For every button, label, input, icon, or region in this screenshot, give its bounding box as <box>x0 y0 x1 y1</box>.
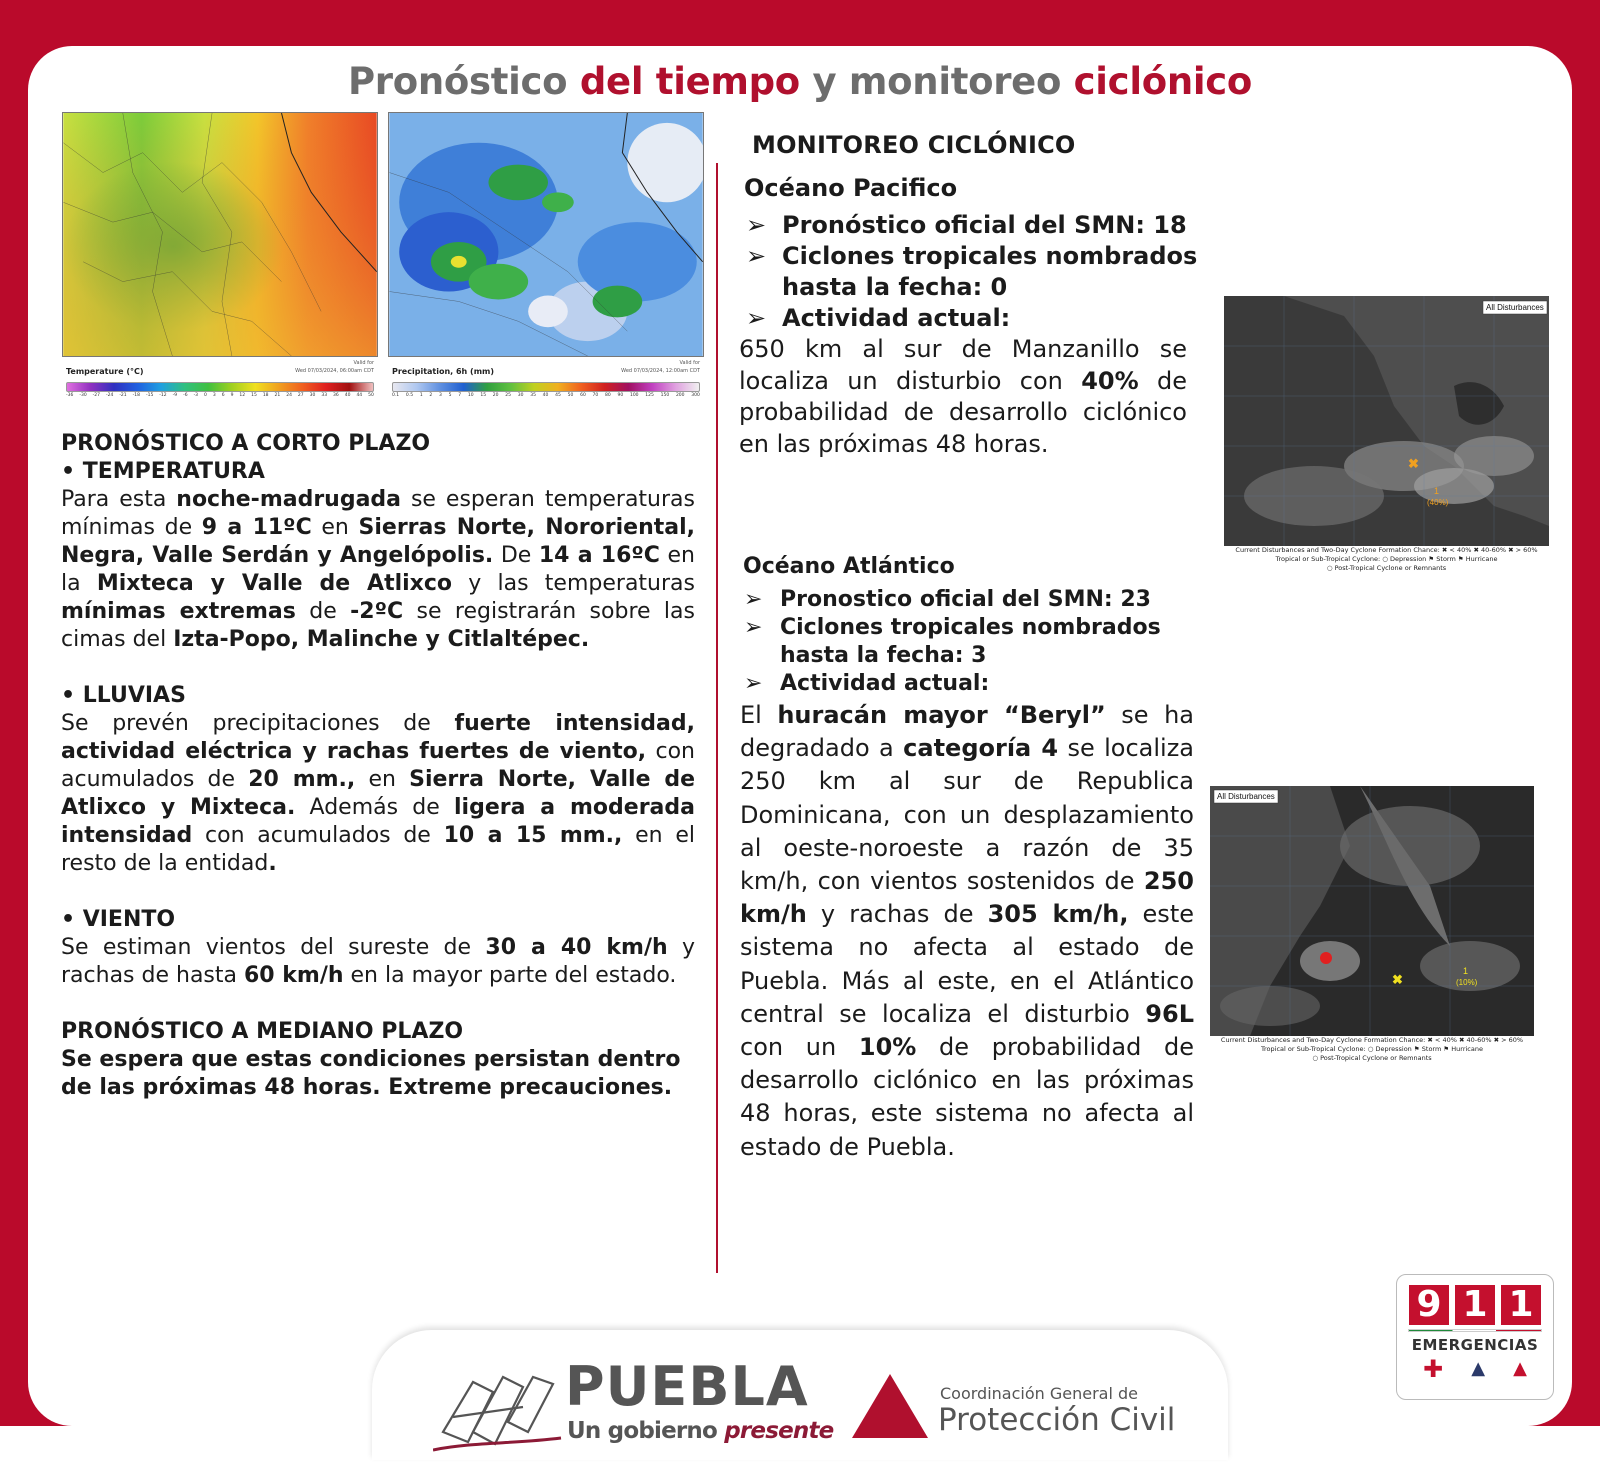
temperature-legend <box>62 357 378 398</box>
legend-tick: 150 <box>660 393 670 398</box>
puebla-tagline: Un gobierno presente <box>567 1418 834 1444</box>
rain-heading: • LLUVIAS <box>61 683 186 708</box>
atlantic-marker-number: 1 <box>1463 966 1469 976</box>
proteccion-civil-line2: Protección Civil <box>938 1402 1176 1438</box>
legend-tick: 5 <box>448 393 452 398</box>
precipitation-ticks <box>392 393 700 398</box>
disturbances-box-label: All Disturbances <box>1486 303 1544 312</box>
pacific-bullet: ➢ Actividad actual: <box>746 304 1011 332</box>
proteccion-civil-triangle-icon <box>852 1374 928 1438</box>
legend-tick: 0 <box>204 393 207 398</box>
pacific-satellite-caption: Current Disturbances and Two-Day Cyclone Formation Chance: ✖ < 40% ✖ 40-60% ✖ > 60% Tropical or Sub-Tropical Cyclone: ○ Depression ⚑ Storm ⚑ Hurricane ○ Post-Tropical Cyclone or Remnants <box>1235 546 1538 572</box>
temperature-ticks <box>66 393 374 398</box>
legend-tick: 25 <box>505 393 511 398</box>
legend-tick: 12 <box>239 393 246 398</box>
legend-tick: 36 <box>333 393 339 398</box>
short-term-forecast <box>61 430 695 1102</box>
legend-tick: 6 <box>221 393 225 398</box>
legend-tick: 60 <box>580 393 586 398</box>
arrow-icon: ➢ <box>746 242 767 270</box>
atlantic-heading: Océano Atlántico <box>743 554 955 579</box>
legend-tick: -21 <box>119 393 127 398</box>
atlantic-bullet: ➢ Ciclones tropicales nombrados hasta la fecha: 3 <box>744 615 1161 668</box>
atlantic-bullet: ➢ Actividad actual: <box>744 671 990 696</box>
atlantic-bullet: ➢ Pronostico oficial del SMN: 23 <box>744 587 1151 612</box>
flag-stripe <box>1408 1329 1542 1332</box>
legend-tick: 50 <box>567 393 574 398</box>
legend-tick: 15 <box>251 393 257 398</box>
legend-tick: 3 <box>212 393 216 398</box>
legend-tick: 80 <box>605 393 611 398</box>
legend-tick: 50 <box>368 393 374 398</box>
legend-tick: 40 <box>344 393 351 398</box>
precipitation-legend <box>388 357 704 398</box>
disturbance-marker-icon: ✖ <box>1392 972 1403 987</box>
pacific-satellite-map <box>1224 296 1549 546</box>
legend-tick: -15 <box>145 393 154 398</box>
legend-tick: 20 <box>492 393 499 398</box>
rain-paragraph: Se prevén precipitaciones de fuerte intensidad, actividad eléctrica y rachas fuertes de viento, con acumulados de 20 mm., en Sierra Norte, Valle de Atlixco y Mixteca. Además de ligera a moderada intensidad con acumulados de 10 a 15 mm., en el resto de la entidad. <box>61 711 696 876</box>
legend-tick: 30 <box>517 393 524 398</box>
pacific-bullets <box>746 210 1216 334</box>
legend-tick: 300 <box>691 393 700 398</box>
disturbances-box-label: All Disturbances <box>1217 792 1275 801</box>
precipitation-color-bar <box>392 382 700 392</box>
pacific-heading: Océano Pacifico <box>744 174 958 202</box>
atlantic-bullets <box>744 586 1184 698</box>
badge-label: EMERGENCIAS <box>1411 1336 1539 1354</box>
legend-tick: 0.1 <box>392 393 400 398</box>
precipitation-map <box>388 112 704 398</box>
column-divider <box>716 163 718 1273</box>
badge-digit: 1 <box>1501 1285 1541 1325</box>
legend-tick: -3 <box>193 393 199 398</box>
legend-tick: 3 <box>439 393 442 398</box>
cyclone-monitoring-title: MONITOREO CICLÓNICO <box>752 131 1076 159</box>
wind-heading: • VIENTO <box>61 907 176 932</box>
legend-tick: 30 <box>309 393 316 398</box>
legend-tick: -24 <box>105 393 114 398</box>
legend-tick: 90 <box>617 393 624 398</box>
page-title: Pronóstico del tiempo y monitoreo ciclónico <box>347 60 1252 103</box>
legend-tick: 1 <box>419 393 423 398</box>
legend-tick: 18 <box>262 393 269 398</box>
arrow-icon: ➢ <box>744 671 763 696</box>
precipitation-legend-title: Precipitation, 6h (mm) <box>392 367 495 376</box>
legend-tick: 100 <box>629 393 639 398</box>
pacific-description: 650 km al sur de Manzanillo se localiza un disturbio con 40% de probabilidad de desarrollo ciclónico en las próximas 48 horas. <box>739 335 1187 458</box>
arrow-icon: ➢ <box>746 304 767 332</box>
medium-term-heading: PRONÓSTICO A MEDIANO PLAZO <box>61 1019 464 1044</box>
medium-term-text: Se espera que estas condiciones persistan dentro de las próximas 48 horas. Extreme precauciones. <box>61 1047 681 1100</box>
atlantic-satellite-image <box>1210 786 1534 1068</box>
police-cap-icon: ▲ <box>1471 1358 1486 1379</box>
legend-tick: -36 <box>66 393 74 398</box>
precipitation-map-image <box>388 112 704 357</box>
legend-tick: 40 <box>542 393 549 398</box>
legend-tick: -18 <box>132 393 140 398</box>
pacific-marker-number: 1 <box>1434 486 1440 496</box>
puebla-logo-icon <box>433 1362 563 1454</box>
legend-tick: -12 <box>159 393 167 398</box>
precipitation-valid: Valid for Wed 07/03/2024, 12:00am CDT <box>621 360 700 374</box>
pacific-satellite-image <box>1224 296 1549 578</box>
badge-digit: 1 <box>1455 1285 1495 1325</box>
fire-helmet-icon: ▲ <box>1513 1358 1527 1379</box>
legend-tick: -6 <box>183 393 188 398</box>
atlantic-satellite-map <box>1210 786 1534 1036</box>
temperature-heading: • TEMPERATURA <box>61 459 265 484</box>
legend-tick: 2 <box>429 393 433 398</box>
puebla-wordmark: PUEBLA <box>565 1355 809 1418</box>
temperature-color-bar <box>66 382 374 392</box>
proteccion-civil-line1: Coordinación General de <box>940 1384 1138 1403</box>
atlantic-satellite-caption: Current Disturbances and Two-Day Cyclone Formation Chance: ✖ < 40% ✖ 40-60% ✖ > 60% Tropical or Sub-Tropical Cyclone: ○ Depression ⚑ Storm ⚑ Hurricane ○ Post-Tropical Cyclone or Remnants <box>1220 1036 1524 1062</box>
legend-tick: 7 <box>458 393 462 398</box>
short-term-heading: PRONÓSTICO A CORTO PLAZO <box>61 431 431 456</box>
legend-tick: -9 <box>172 393 178 398</box>
emergency-911-badge <box>1396 1274 1554 1400</box>
legend-tick: 44 <box>356 393 363 398</box>
legend-tick: 9 <box>230 393 234 398</box>
wind-paragraph: Se estiman vientos del sureste de 30 a 40 km/h y rachas de hasta 60 km/h en la mayor parte del estado. <box>61 935 696 988</box>
arrow-icon: ➢ <box>744 615 763 640</box>
temperature-map <box>62 112 378 398</box>
arrow-icon: ➢ <box>744 587 763 612</box>
pacific-bullet: ➢ Pronóstico oficial del SMN: 18 <box>746 211 1187 239</box>
legend-tick: 200 <box>675 393 685 398</box>
atlantic-marker-chance: (10%) <box>1456 978 1478 987</box>
legend-tick: -27 <box>92 393 101 398</box>
legend-tick: 27 <box>297 393 304 398</box>
badge-digit: 9 <box>1409 1285 1449 1325</box>
legend-tick: 21 <box>274 393 281 398</box>
hurricane-icon <box>1320 952 1332 964</box>
legend-tick: 10 <box>467 393 474 398</box>
arrow-icon: ➢ <box>746 211 767 239</box>
legend-tick: 70 <box>592 393 599 398</box>
temperature-map-image <box>62 112 378 357</box>
atlantic-description: El huracán mayor “Beryl” se ha degradado a categoría 4 se localiza 250 km al sur de Republica Dominicana, con un desplazamiento al oeste-noroeste a razón de 35 km/h, con vientos sostenidos de 250 km/h y rachas de 305 km/h, este sistema no afecta al estado de Puebla. Más al este, en el Atlántico central se localiza el disturbio 96L con un 10% de probabilidad de desarrollo ciclónico en las próximas 48 horas, este sistema no afecta al estado de Puebla. <box>740 701 1195 1161</box>
medical-cross-icon: ✚ <box>1423 1355 1444 1383</box>
disturbance-marker-icon: ✖ <box>1408 456 1419 471</box>
legend-tick: 15 <box>480 393 487 398</box>
legend-tick: 35 <box>530 393 536 398</box>
legend-tick: 45 <box>555 393 561 398</box>
pacific-marker-chance: (40%) <box>1427 498 1449 507</box>
legend-tick: 33 <box>321 393 328 398</box>
temperature-valid: Valid for Wed 07/03/2024, 06:00am CDT <box>295 360 374 374</box>
temperature-paragraph: Para esta noche-madrugada se esperan temperaturas mínimas de 9 a 11ºC en Sierras Norte, Nororiental, Negra, Valle Serdán y Angelópolis. De 14 a 16ºC en la Mixteca y Valle de Atlixco y las temperaturas mínimas extremas de -2ºC se registrarán sobre las cimas del Izta-Popo, Malinche y Citlaltépec. <box>61 487 695 652</box>
legend-tick: 0.5 <box>405 393 414 398</box>
legend-tick: 125 <box>645 393 654 398</box>
legend-tick: 24 <box>286 393 292 398</box>
legend-tick: -30 <box>79 393 87 398</box>
temperature-legend-title: Temperature (°C) <box>66 367 144 376</box>
pacific-bullet: ➢ Ciclones tropicales nombrados hasta la fecha: 0 <box>746 242 1198 301</box>
